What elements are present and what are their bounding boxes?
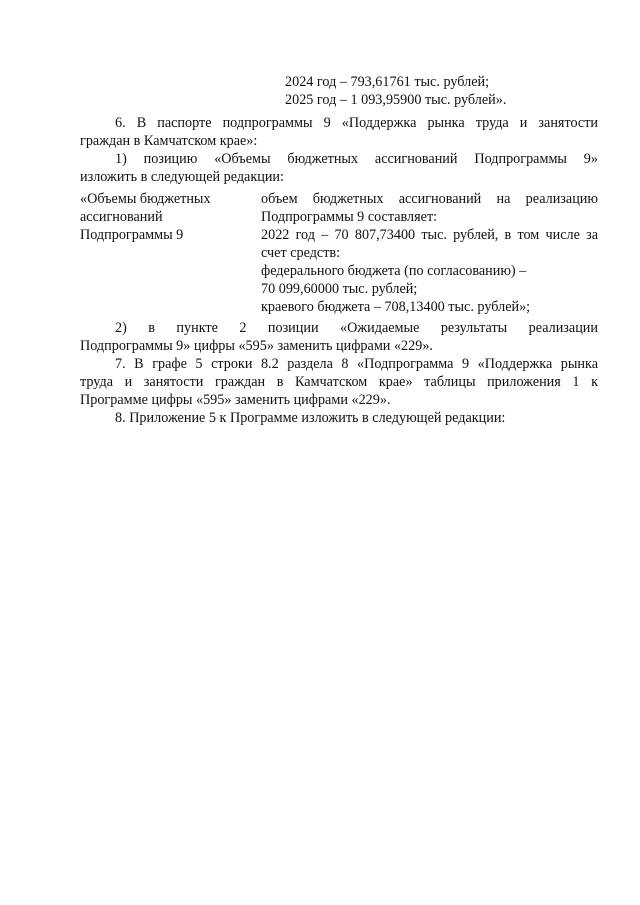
table-right-line6: 70 099,60000 тыс. рублей;	[261, 281, 418, 297]
item6-line1: 6. В паспорте подпрограммы 9 «Поддержка рынка труда и занятости	[115, 115, 598, 131]
year-2025-line: 2025 год – 1 093,95900 тыс. рублей».	[285, 92, 507, 108]
table-right-line3: 2022 год – 70 807,73400 тыс. рублей, в том числе за	[261, 227, 598, 243]
table-right-line5: федерального бюджета (по согласованию) –	[261, 263, 527, 279]
year-2024-line: 2024 год – 793,61761 тыс. рублей;	[285, 74, 490, 90]
sub2-line2: Подпрограммы 9» цифры «595» заменить цифрами «229».	[80, 338, 433, 354]
table-right-line2: Подпрограммы 9 составляет:	[261, 209, 438, 225]
item7-line1: 7. В графе 5 строки 8.2 раздела 8 «Подпрограмма 9 «Поддержка рынка	[115, 356, 598, 372]
table-right-line4: счет средств:	[261, 245, 341, 261]
table-left-line1: «Объемы бюджетных	[80, 191, 211, 207]
sub2-line1: 2) в пункте 2 позиции «Ожидаемые результаты реализации	[115, 320, 598, 336]
item6-line2: граждан в Камчатском крае»:	[80, 133, 258, 149]
item8-line1: 8. Приложение 5 к Программе изложить в следующей редакции:	[115, 410, 506, 426]
table-right-line1: объем бюджетных ассигнований на реализацию	[261, 191, 598, 207]
table-right-line7: краевого бюджета – 708,13400 тыс. рублей»;	[261, 299, 531, 315]
sub1-line1: 1) позицию «Объемы бюджетных ассигнований Подпрограммы 9»	[115, 151, 598, 167]
sub1-line2: изложить в следующей редакции:	[80, 169, 284, 185]
item7-line3: Программе цифры «595» заменить цифрами «229».	[80, 392, 391, 408]
table-left-line3: Подпрограммы 9	[80, 227, 184, 243]
table-left-line2: ассигнований	[80, 209, 163, 225]
item7-line2: труда и занятости граждан в Камчатском крае» таблицы приложения 1 к	[80, 374, 598, 390]
